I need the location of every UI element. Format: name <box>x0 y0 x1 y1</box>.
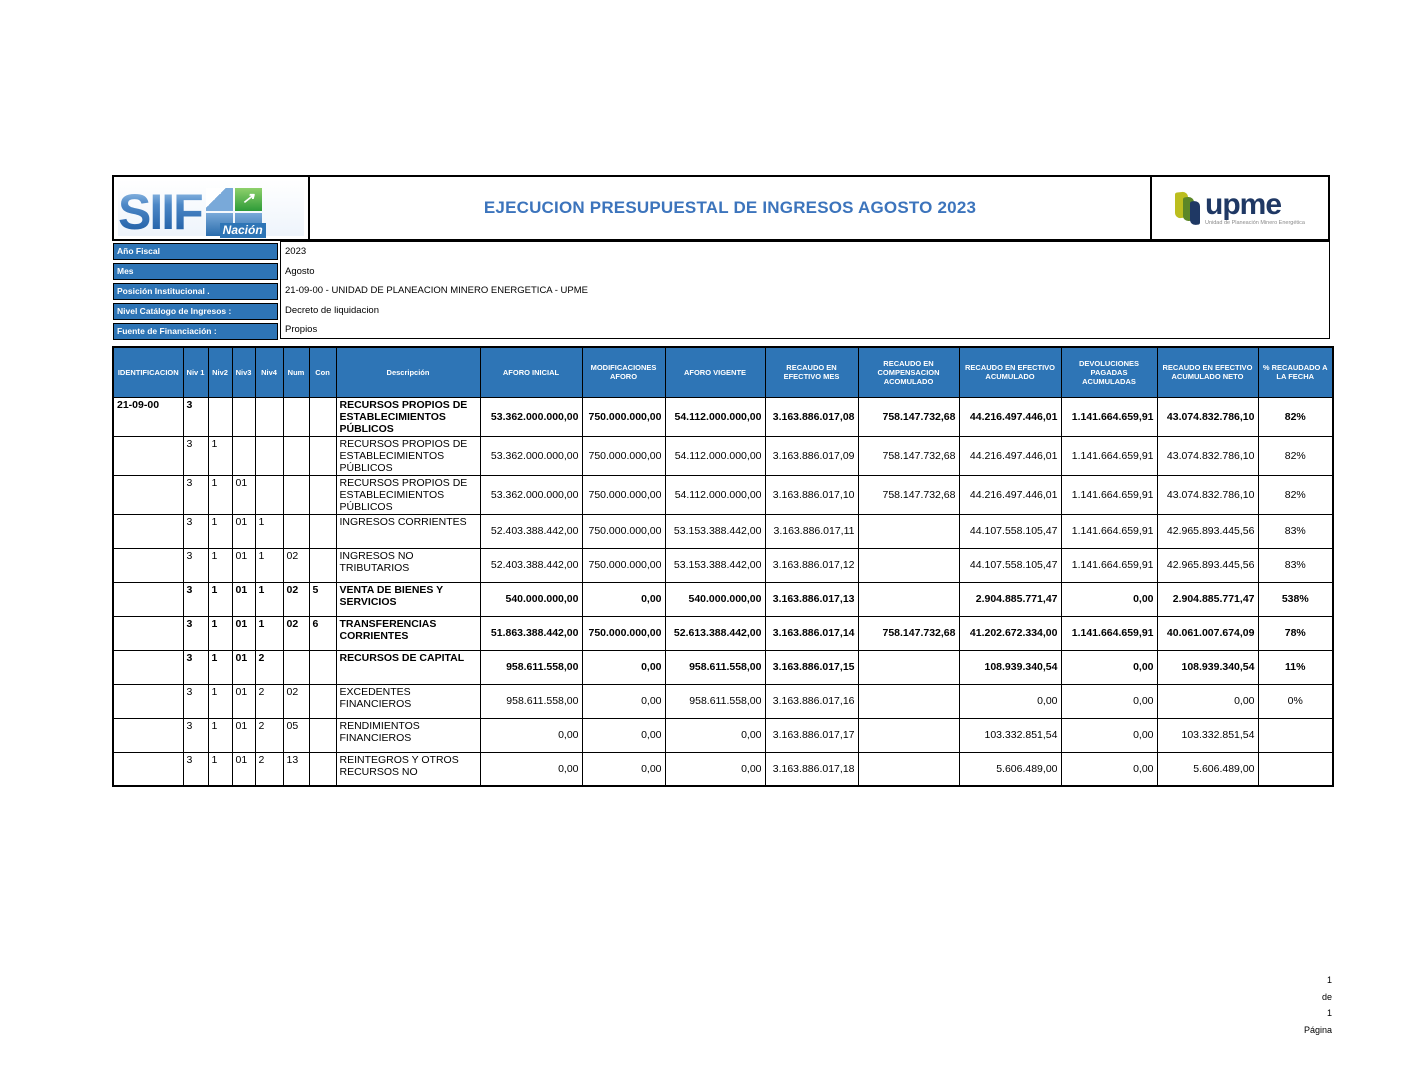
table-row <box>113 684 1333 718</box>
cell-niv1: 3 <box>183 684 208 718</box>
cell-niv2: 1 <box>208 475 232 514</box>
cell-id: 21-09-00 <box>113 397 183 436</box>
cell-niv4: 2 <box>255 752 283 786</box>
cell-niv1: 3 <box>183 475 208 514</box>
cell-num: 02 <box>283 548 309 582</box>
cell-rn: 42.965.893.445,56 <box>1157 548 1258 582</box>
cell-desc: RENDIMIENTOS FINANCIEROS <box>336 718 480 752</box>
cell-rm: 3.163.886.017,14 <box>765 616 858 650</box>
cell-comp <box>858 752 959 786</box>
siif-arrow-icon: ↗ <box>235 188 262 211</box>
cell-num <box>283 436 309 475</box>
cell-desc: RECURSOS PROPIOS DE ESTABLECIMIENTOS PÚBLICOS <box>336 397 480 436</box>
cell-niv4 <box>255 475 283 514</box>
cell-comp <box>858 582 959 616</box>
cell-ai: 53.362.000.000,00 <box>480 436 582 475</box>
cell-num <box>283 397 309 436</box>
cell-pct: 538% <box>1258 582 1333 616</box>
cell-id <box>113 650 183 684</box>
cell-mod: 750.000.000,00 <box>582 514 665 548</box>
cell-dev: 0,00 <box>1061 718 1157 752</box>
cell-niv4: 1 <box>255 616 283 650</box>
cell-pct: 78% <box>1258 616 1333 650</box>
cell-comp <box>858 650 959 684</box>
cell-ai: 53.362.000.000,00 <box>480 397 582 436</box>
table-row <box>113 718 1333 752</box>
table-header <box>113 347 1333 397</box>
cell-niv3: 01 <box>232 650 255 684</box>
cell-niv3: 01 <box>232 616 255 650</box>
cell-desc: RECURSOS PROPIOS DE ESTABLECIMIENTOS PÚBLICOS <box>336 436 480 475</box>
cell-niv3: 01 <box>232 582 255 616</box>
cell-rn: 103.332.851,54 <box>1157 718 1258 752</box>
cell-con <box>309 397 336 436</box>
cell-id <box>113 514 183 548</box>
cell-niv3: 01 <box>232 718 255 752</box>
table-row <box>113 514 1333 548</box>
cell-rm: 3.163.886.017,09 <box>765 436 858 475</box>
column-header-devoluciones: DEVOLUCIONES PAGADAS ACUMULADAS <box>1061 347 1157 397</box>
table-row <box>113 582 1333 616</box>
cell-num: 02 <box>283 582 309 616</box>
cell-dev: 0,00 <box>1061 752 1157 786</box>
cell-comp: 758.147.732,68 <box>858 475 959 514</box>
cell-pct: 82% <box>1258 397 1333 436</box>
cell-con: 6 <box>309 616 336 650</box>
cell-con: 5 <box>309 582 336 616</box>
cell-ra: 0,00 <box>959 684 1061 718</box>
meta-label-mes: Mes <box>113 263 278 280</box>
cell-id <box>113 475 183 514</box>
cell-ai: 52.403.388.442,00 <box>480 514 582 548</box>
column-header-recaudo-compensacion: RECAUDO EN COMPENSACION ACOMULADO <box>858 347 959 397</box>
cell-dev: 1.141.664.659,91 <box>1061 475 1157 514</box>
cell-ra: 41.202.672.334,00 <box>959 616 1061 650</box>
cell-ra: 44.216.497.446,01 <box>959 436 1061 475</box>
cell-av: 54.112.000.000,00 <box>665 397 765 436</box>
cell-rm: 3.163.886.017,11 <box>765 514 858 548</box>
column-header-niv1: Niv 1 <box>183 347 208 397</box>
cell-niv4: 1 <box>255 514 283 548</box>
cell-mod: 750.000.000,00 <box>582 436 665 475</box>
cell-mod: 0,00 <box>582 582 665 616</box>
meta-label-fuente-financiacion: Fuente de Financiación : <box>113 323 278 340</box>
cell-niv2 <box>208 397 232 436</box>
page-number-current: 1 <box>1326 975 1332 985</box>
cell-mod: 750.000.000,00 <box>582 397 665 436</box>
cell-dev: 1.141.664.659,91 <box>1061 514 1157 548</box>
cell-niv4: 2 <box>255 718 283 752</box>
cell-niv3: 01 <box>232 475 255 514</box>
cell-av: 958.611.558,00 <box>665 650 765 684</box>
cell-mod: 750.000.000,00 <box>582 475 665 514</box>
cell-rn: 2.904.885.771,47 <box>1157 582 1258 616</box>
cell-niv1: 3 <box>183 752 208 786</box>
cell-desc: RECURSOS PROPIOS DE ESTABLECIMIENTOS PÚBLICOS <box>336 475 480 514</box>
cell-rm: 3.163.886.017,12 <box>765 548 858 582</box>
cell-num: 02 <box>283 616 309 650</box>
cell-con <box>309 752 336 786</box>
cell-niv3 <box>232 436 255 475</box>
column-header-recaudo-neto: RECAUDO EN EFECTIVO ACUMULADO NETO <box>1157 347 1258 397</box>
cell-niv4: 2 <box>255 650 283 684</box>
page-footer <box>1270 972 1332 1038</box>
column-header-aforo-inicial: AFORO INICIAL <box>480 347 582 397</box>
cell-pct: 82% <box>1258 475 1333 514</box>
metadata-values <box>280 241 1330 339</box>
cell-con <box>309 718 336 752</box>
cell-av: 53.153.388.442,00 <box>665 514 765 548</box>
cell-rm: 3.163.886.017,17 <box>765 718 858 752</box>
table-row <box>113 548 1333 582</box>
cell-num: 05 <box>283 718 309 752</box>
cell-id <box>113 616 183 650</box>
cell-mod: 0,00 <box>582 718 665 752</box>
cell-rn: 42.965.893.445,56 <box>1157 514 1258 548</box>
meta-label-anio-fiscal: Año Fiscal <box>113 243 278 260</box>
cell-comp: 758.147.732,68 <box>858 397 959 436</box>
cell-pct <box>1258 752 1333 786</box>
page-number-total: 1 <box>1326 1008 1332 1018</box>
cell-niv1: 3 <box>183 582 208 616</box>
cell-ai: 0,00 <box>480 752 582 786</box>
cell-rn: 0,00 <box>1157 684 1258 718</box>
cell-dev: 0,00 <box>1061 650 1157 684</box>
table-body <box>113 397 1333 786</box>
cell-con <box>309 436 336 475</box>
cell-con <box>309 475 336 514</box>
upme-logo <box>1150 175 1330 241</box>
cell-rn: 43.074.832.786,10 <box>1157 475 1258 514</box>
cell-niv3: 01 <box>232 514 255 548</box>
cell-niv1: 3 <box>183 616 208 650</box>
cell-con <box>309 684 336 718</box>
column-header-recaudo-efectivo-acumulado: RECAUDO EN EFECTIVO ACUMULADO <box>959 347 1061 397</box>
page-number-separator: de <box>1321 991 1332 1002</box>
cell-desc: INGRESOS NO TRIBUTARIOS <box>336 548 480 582</box>
title-box <box>308 175 1152 241</box>
cell-mod: 750.000.000,00 <box>582 616 665 650</box>
meta-label-nivel-catalogo: Nivel Catálogo de Ingresos : <box>113 303 278 320</box>
meta-value-anio-fiscal: 2023 <box>285 246 307 257</box>
cell-con <box>309 514 336 548</box>
cell-niv4: 1 <box>255 548 283 582</box>
column-header-identificacion: IDENTIFICACION <box>113 347 183 397</box>
column-header-recaudo-efectivo-mes: RECAUDO EN EFECTIVO MES <box>765 347 858 397</box>
cell-niv4: 1 <box>255 582 283 616</box>
cell-niv3 <box>232 397 255 436</box>
cell-ra: 44.107.558.105,47 <box>959 514 1061 548</box>
cell-id <box>113 436 183 475</box>
cell-rm: 3.163.886.017,08 <box>765 397 858 436</box>
cell-niv3: 01 <box>232 548 255 582</box>
cell-comp <box>858 548 959 582</box>
cell-dev: 1.141.664.659,91 <box>1061 436 1157 475</box>
cell-niv1: 3 <box>183 650 208 684</box>
table-row <box>113 436 1333 475</box>
cell-av: 54.112.000.000,00 <box>665 475 765 514</box>
cell-niv2: 1 <box>208 548 232 582</box>
cell-pct: 11% <box>1258 650 1333 684</box>
cell-pct: 82% <box>1258 436 1333 475</box>
meta-value-posicion-institucional: 21-09-00 - UNIDAD DE PLANEACION MINERO ENERGETICA - UPME <box>285 285 589 297</box>
cell-niv4 <box>255 436 283 475</box>
siif-mountain-icon <box>206 188 233 211</box>
cell-rn: 43.074.832.786,10 <box>1157 397 1258 436</box>
cell-av: 540.000.000,00 <box>665 582 765 616</box>
cell-rn: 43.074.832.786,10 <box>1157 436 1258 475</box>
cell-id <box>113 582 183 616</box>
cell-mod: 0,00 <box>582 650 665 684</box>
cell-ra: 44.216.497.446,01 <box>959 397 1061 436</box>
cell-num: 13 <box>283 752 309 786</box>
cell-dev: 0,00 <box>1061 582 1157 616</box>
cell-niv4: 2 <box>255 684 283 718</box>
cell-ai: 0,00 <box>480 718 582 752</box>
cell-num <box>283 650 309 684</box>
cell-desc: EXCEDENTES FINANCIEROS <box>336 684 480 718</box>
column-header-niv3: Niv3 <box>232 347 255 397</box>
cell-comp <box>858 514 959 548</box>
cell-id <box>113 718 183 752</box>
siif-logo-text: SIIF <box>118 184 202 240</box>
cell-rm: 3.163.886.017,16 <box>765 684 858 718</box>
cell-ra: 108.939.340,54 <box>959 650 1061 684</box>
cell-ai: 51.863.388.442,00 <box>480 616 582 650</box>
cell-desc: REINTEGROS Y OTROS RECURSOS NO <box>336 752 480 786</box>
cell-rn: 5.606.489,00 <box>1157 752 1258 786</box>
column-header-num: Num <box>283 347 309 397</box>
cell-desc: TRANSFERENCIAS CORRIENTES <box>336 616 480 650</box>
cell-niv2: 1 <box>208 436 232 475</box>
cell-ra: 103.332.851,54 <box>959 718 1061 752</box>
column-header-pct-recaudado: % RECAUDADO A LA FECHA <box>1258 347 1333 397</box>
cell-niv3: 01 <box>232 752 255 786</box>
cell-desc: RECURSOS DE CAPITAL <box>336 650 480 684</box>
meta-value-nivel-catalogo: Decreto de liquidacion <box>285 304 380 316</box>
cell-ai: 540.000.000,00 <box>480 582 582 616</box>
cell-ra: 5.606.489,00 <box>959 752 1061 786</box>
upme-leaf-icon <box>1175 190 1201 226</box>
cell-ai: 958.611.558,00 <box>480 684 582 718</box>
cell-niv1: 3 <box>183 548 208 582</box>
cell-rm: 3.163.886.017,15 <box>765 650 858 684</box>
cell-niv2: 1 <box>208 514 232 548</box>
meta-label-posicion-institucional: Posición Institucional . <box>113 283 278 300</box>
siif-logo <box>112 175 310 241</box>
cell-desc: INGRESOS CORRIENTES <box>336 514 480 548</box>
cell-niv4 <box>255 397 283 436</box>
cell-mod: 0,00 <box>582 752 665 786</box>
upme-logo-text: upme <box>1205 187 1282 221</box>
cell-con <box>309 650 336 684</box>
cell-dev: 1.141.664.659,91 <box>1061 548 1157 582</box>
report-header <box>112 175 1330 241</box>
table-row <box>113 752 1333 786</box>
report-sheet <box>112 175 1330 787</box>
cell-niv1: 3 <box>183 718 208 752</box>
cell-id <box>113 548 183 582</box>
cell-pct: 0% <box>1258 684 1333 718</box>
cell-av: 958.611.558,00 <box>665 684 765 718</box>
meta-value-mes: Agosto <box>285 265 315 277</box>
cell-ra: 2.904.885.771,47 <box>959 582 1061 616</box>
cell-dev: 0,00 <box>1061 684 1157 718</box>
cell-comp: 758.147.732,68 <box>858 616 959 650</box>
cell-niv2: 1 <box>208 582 232 616</box>
column-header-niv2: Niv2 <box>208 347 232 397</box>
cell-ra: 44.216.497.446,01 <box>959 475 1061 514</box>
table-row <box>113 650 1333 684</box>
cell-niv2: 1 <box>208 616 232 650</box>
cell-rm: 3.163.886.017,13 <box>765 582 858 616</box>
meta-value-fuente-financiacion: Propios <box>285 324 318 336</box>
cell-id <box>113 752 183 786</box>
cell-mod: 750.000.000,00 <box>582 548 665 582</box>
cell-av: 54.112.000.000,00 <box>665 436 765 475</box>
table-row <box>113 397 1333 436</box>
cell-ai: 52.403.388.442,00 <box>480 548 582 582</box>
cell-niv2: 1 <box>208 650 232 684</box>
table-row <box>113 616 1333 650</box>
page-label: Página <box>1303 1024 1332 1035</box>
siif-nacion-label: Nación <box>220 223 266 238</box>
cell-num: 02 <box>283 684 309 718</box>
cell-niv1: 3 <box>183 436 208 475</box>
column-header-con: Con <box>309 347 336 397</box>
upme-tagline: Unidad de Planeación Minero Energética <box>1205 219 1305 226</box>
cell-comp: 758.147.732,68 <box>858 436 959 475</box>
cell-desc: VENTA DE BIENES Y SERVICIOS <box>336 582 480 616</box>
metadata-block <box>112 241 1330 341</box>
cell-dev: 1.141.664.659,91 <box>1061 397 1157 436</box>
cell-rm: 3.163.886.017,10 <box>765 475 858 514</box>
cell-num <box>283 514 309 548</box>
cell-ra: 44.107.558.105,47 <box>959 548 1061 582</box>
cell-comp <box>858 684 959 718</box>
cell-rm: 3.163.886.017,18 <box>765 752 858 786</box>
cell-id <box>113 684 183 718</box>
column-header-niv4: Niv4 <box>255 347 283 397</box>
cell-niv2: 1 <box>208 752 232 786</box>
header-row <box>113 347 1333 397</box>
cell-av: 0,00 <box>665 752 765 786</box>
cell-ai: 53.362.000.000,00 <box>480 475 582 514</box>
cell-mod: 0,00 <box>582 684 665 718</box>
page-title: EJECUCION PRESUPUESTAL DE INGRESOS AGOSTO 2023 <box>483 198 977 217</box>
cell-rn: 40.061.007.674,09 <box>1157 616 1258 650</box>
cell-av: 52.613.388.442,00 <box>665 616 765 650</box>
cell-rn: 108.939.340,54 <box>1157 650 1258 684</box>
cell-niv3: 01 <box>232 684 255 718</box>
column-header-aforo-vigente: AFORO VIGENTE <box>665 347 765 397</box>
cell-comp <box>858 718 959 752</box>
column-header-modificaciones-aforo: MODIFICACIONES AFORO <box>582 347 665 397</box>
table-row <box>113 475 1333 514</box>
cell-niv2: 1 <box>208 684 232 718</box>
cell-pct: 83% <box>1258 514 1333 548</box>
cell-av: 53.153.388.442,00 <box>665 548 765 582</box>
column-header-descripcion: Descripción <box>336 347 480 397</box>
cell-ai: 958.611.558,00 <box>480 650 582 684</box>
cell-pct: 83% <box>1258 548 1333 582</box>
cell-pct <box>1258 718 1333 752</box>
cell-niv2: 1 <box>208 718 232 752</box>
cell-niv1: 3 <box>183 514 208 548</box>
cell-av: 0,00 <box>665 718 765 752</box>
budget-table <box>112 346 1334 787</box>
cell-con <box>309 548 336 582</box>
cell-dev: 1.141.664.659,91 <box>1061 616 1157 650</box>
cell-num <box>283 475 309 514</box>
siif-chart-icon <box>206 186 264 236</box>
siif-logo-wrap <box>118 180 304 240</box>
cell-niv1: 3 <box>183 397 208 436</box>
